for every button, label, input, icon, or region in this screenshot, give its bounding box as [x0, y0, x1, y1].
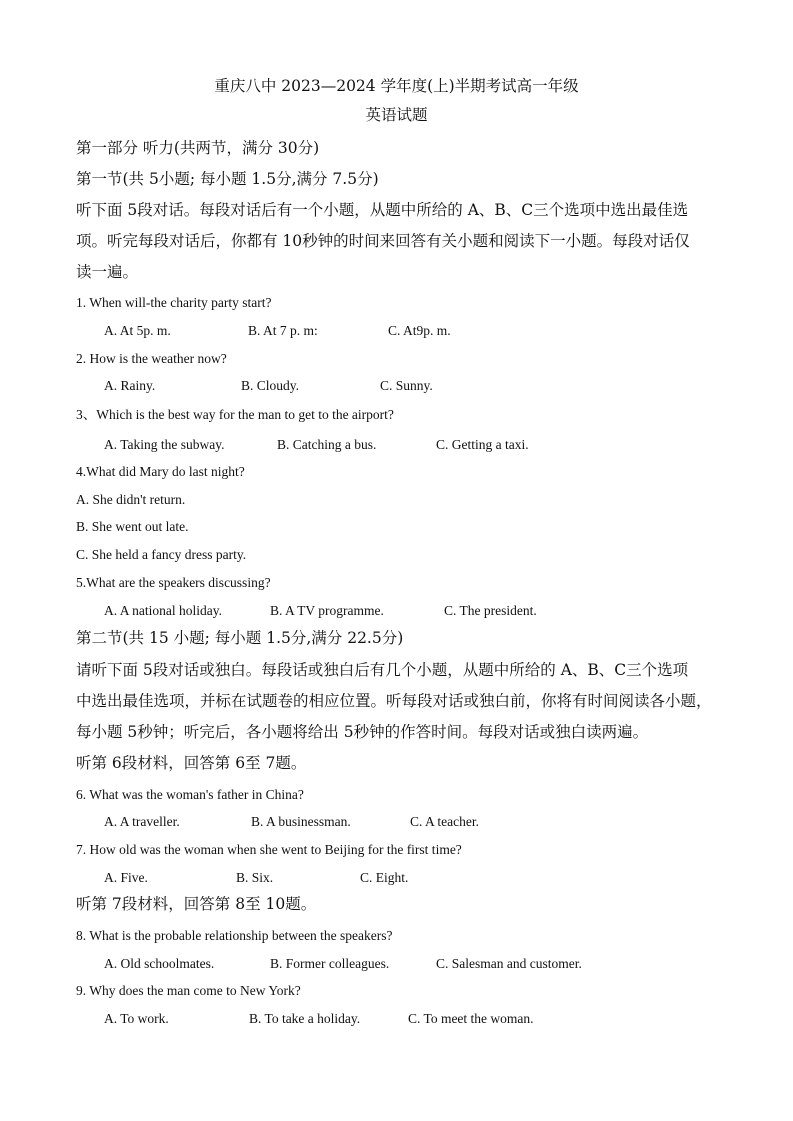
question-9-option-c: C. To meet the woman.	[408, 1011, 534, 1026]
question-2-option-b: B. Cloudy.	[241, 378, 300, 393]
question-5-stem: 5.What are the speakers discussing?	[76, 575, 271, 590]
question-1-stem: 1. When will-the charity party start?	[76, 295, 272, 310]
question-9-stem: 9. Why does the man come to New York?	[76, 983, 301, 998]
question-3-option-a: A. Taking the subway.	[104, 437, 225, 452]
question-1-option-b: B. At 7 p. m:	[248, 323, 318, 338]
question-3-option-b: B. Catching a bus.	[277, 437, 377, 452]
question-3-option-c: C. Getting a taxi.	[436, 437, 529, 452]
question-8-option-a: A. Old schoolmates.	[104, 956, 215, 971]
question-8-stem: 8. What is the probable relationship between the speakers?	[76, 928, 393, 943]
part1-heading: 第一部分 听力(共两节，满分 30分)	[76, 139, 320, 157]
question-1-option-a: A. At 5p. m.	[104, 323, 171, 338]
section2-heading: 第二节(共 15 小题; 每小题 1.5分,满分 22.5分)	[76, 629, 404, 647]
question-8-option-c: C. Salesman and customer.	[436, 956, 582, 971]
material-7-note: 听第 7段材料，回答第 8至 10题。	[76, 895, 317, 913]
question-2-option-c: C. Sunny.	[380, 378, 433, 393]
exam-title: 重庆八中 2023—2024 学年度(上)半期考试高一年级	[214, 77, 579, 95]
question-5-option-a: A. A national holiday.	[104, 603, 222, 618]
question-1-option-c: C. At9p. m.	[388, 323, 451, 338]
question-6-option-b: B. A businessman.	[251, 814, 351, 829]
question-5-option-c: C. The president.	[444, 603, 537, 618]
question-7-option-a: A. Five.	[104, 870, 148, 885]
question-3-stem: 3、Which is the best way for the man to get to the airport?	[76, 407, 394, 422]
question-6-option-a: A. A traveller.	[104, 814, 180, 829]
section1-heading: 第一节(共 5小题; 每小题 1.5分,满分 7.5分)	[76, 170, 379, 188]
question-4-stem: 4.What did Mary do last night?	[76, 464, 245, 479]
question-2-stem: 2. How is the weather now?	[76, 351, 227, 366]
question-7-stem: 7. How old was the woman when she went to Beijing for the first time?	[76, 842, 462, 857]
question-9-option-a: A. To work.	[104, 1011, 169, 1026]
section1-instruction-line: 项。听完每段对话后，你都有 10秒钟的时间来回答有关小题和阅读下一小题。每段对话仅	[76, 232, 690, 250]
exam-subtitle: 英语试题	[365, 106, 428, 124]
question-6-option-c: C. A teacher.	[410, 814, 479, 829]
question-2-option-a: A. Rainy.	[104, 378, 156, 393]
question-6-stem: 6. What was the woman's father in China?	[76, 787, 304, 802]
question-9-option-b: B. To take a holiday.	[249, 1011, 361, 1026]
question-4-option-a: A. She didn't return.	[76, 492, 186, 507]
section1-instruction-line: 听下面 5段对话。每段对话后有一个小题，从题中所给的 A、B、C三个选项中选出最佳选	[76, 201, 689, 219]
section2-instruction-line: 每小题 5秒钟；听完后，各小题将给出 5秒钟的作答时间。每段对话或独白读两遍。	[76, 723, 649, 741]
question-7-option-c: C. Eight.	[360, 870, 409, 885]
material-6-note: 听第 6段材料，回答第 6至 7题。	[76, 754, 307, 772]
section2-instruction-line: 中选出最佳选项，并标在试题卷的相应位置。听每段对话或独白前，你将有时间阅读各小题，	[76, 692, 712, 710]
section2-instruction-line: 请听下面 5段对话或独白。每段话或独白后有几个小题，从题中所给的 A、B、C三个选项	[76, 661, 689, 679]
question-5-option-b: B. A TV programme.	[270, 603, 384, 618]
question-8-option-b: B. Former colleagues.	[270, 956, 390, 971]
question-4-option-c: C. She held a fancy dress party.	[76, 547, 247, 562]
question-4-option-b: B. She went out late.	[76, 519, 189, 534]
question-7-option-b: B. Six.	[236, 870, 274, 885]
section1-instruction-line: 读一遍。	[76, 263, 139, 281]
